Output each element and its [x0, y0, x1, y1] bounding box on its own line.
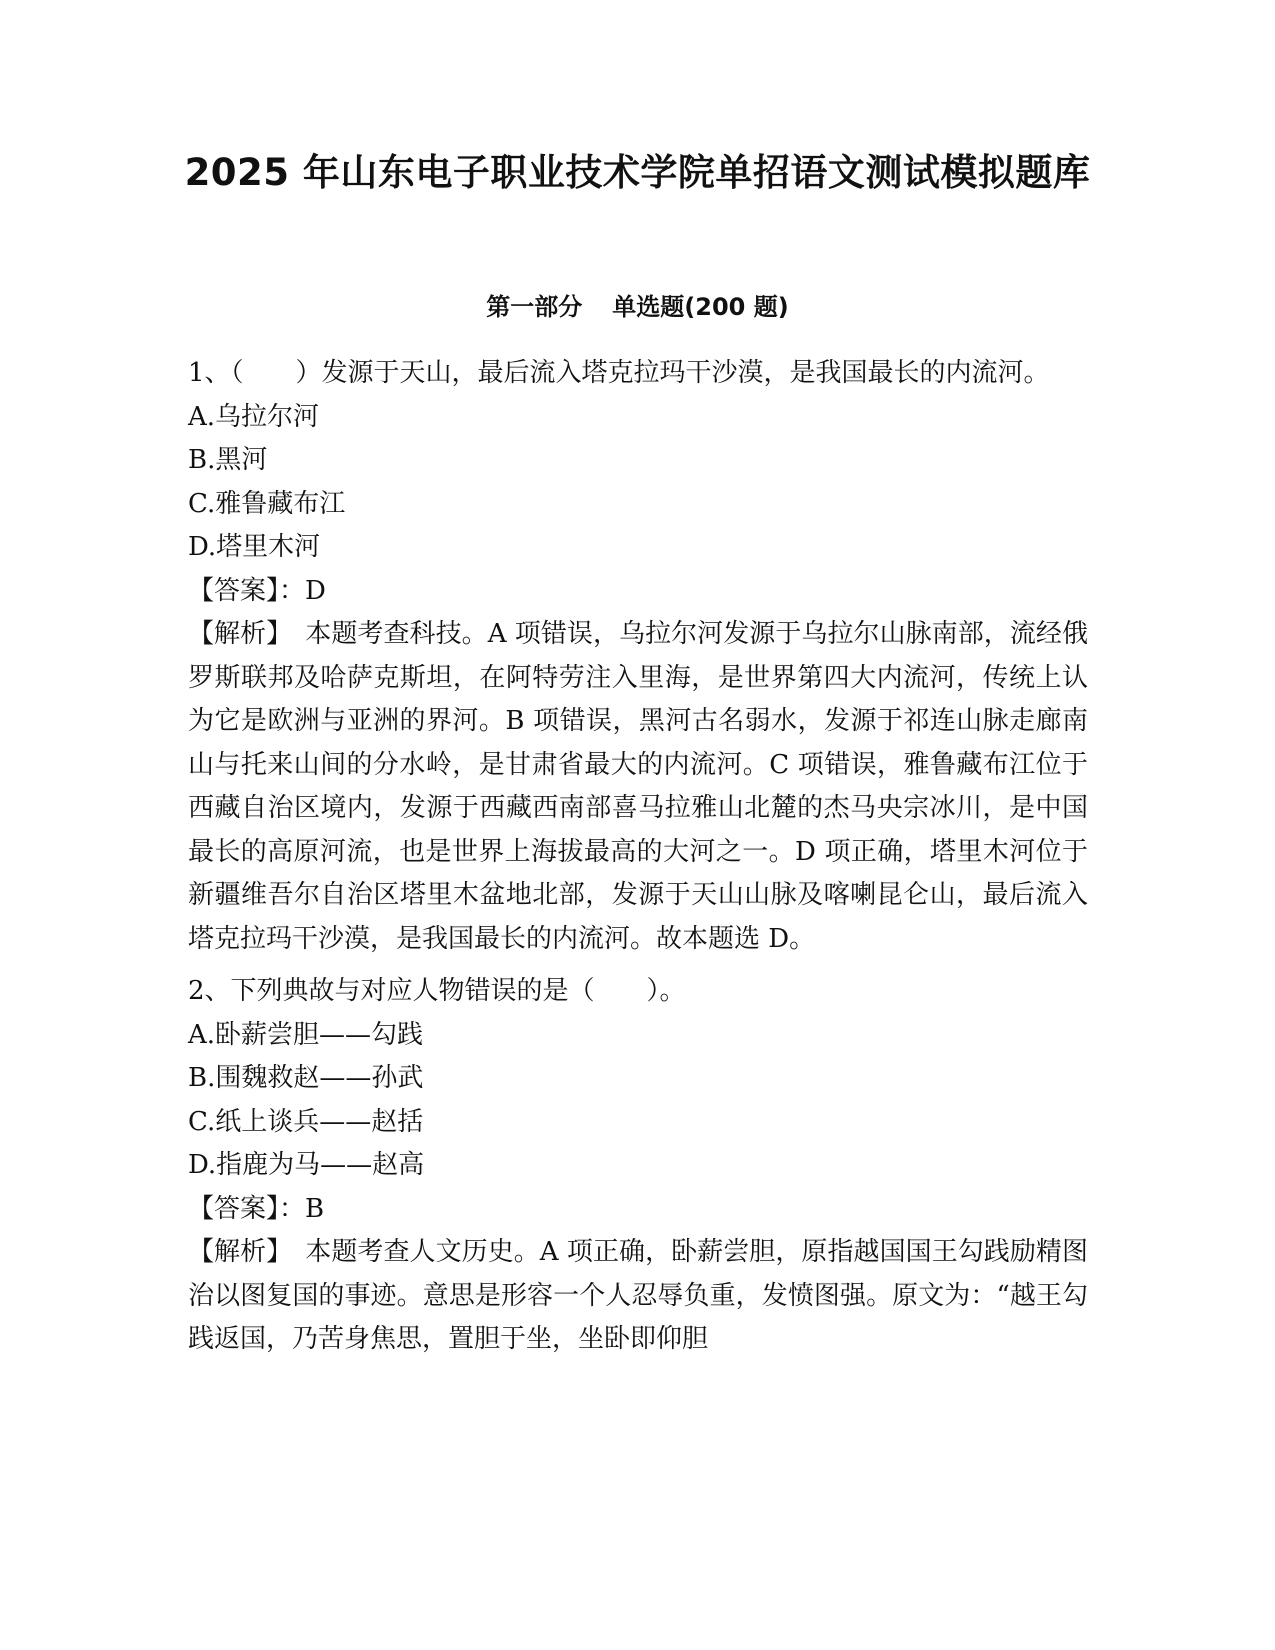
answer-label: 【答案】： — [188, 1193, 306, 1224]
question-1 — [188, 352, 1088, 961]
analysis-label: 【解析】 — [188, 1237, 280, 1267]
question-list — [188, 352, 1088, 1362]
option-b: B.围魏救赵——孙武 — [188, 1063, 424, 1093]
option-b: B.黑河 — [188, 445, 268, 475]
option-d: D.指鹿为马——赵高 — [188, 1150, 425, 1180]
question-2 — [188, 970, 1088, 1362]
section-part: 第一部分 — [486, 293, 583, 321]
answer-line — [188, 570, 1088, 614]
option-a: A.乌拉尔河 — [188, 401, 320, 432]
question-stem: 2、下列典故与对应人物错误的是（ ）。 — [188, 976, 686, 1006]
analysis-label: 【解析】 — [188, 619, 280, 649]
analysis-text: 本题考查人文历史。A 项正确，卧薪尝胆，原指越国国王勾践励精图治以图复国的事迹。意思是形容一个人忍辱负重，发愤图强。原文为：“越王勾践返国，乃苦身焦思，置胆于坐，坐卧即仰胆 — [188, 1237, 1088, 1354]
answer-value: D — [305, 575, 326, 606]
option-d: D.塔里木河 — [188, 532, 321, 562]
analysis-paragraph — [188, 613, 1088, 961]
document-title: 2025 年山东电子职业技术学院单招语文测试模拟题库 — [184, 151, 1091, 194]
answer-label: 【答案】： — [188, 575, 306, 606]
option-a: A.卧薪尝胆——勾践 — [188, 1019, 424, 1050]
analysis-paragraph — [188, 1231, 1088, 1362]
section-heading — [0, 290, 1275, 324]
section-name: 单选题(200 题) — [612, 293, 789, 321]
analysis-text: 本题考查科技。A 项错误，乌拉尔河发源于乌拉尔山脉南部，流经俄罗斯联邦及哈萨克斯坦，在阿特劳注入里海，是世界第四大内流河，传统上认为它是欧洲与亚洲的界河。B 项错误，黑河古名弱水，发源于祁连山脉走廊南山与托来山间的分水岭，是甘肃省最大的内流河。C 项错误，雅鲁藏布江位于西藏自治区境内，发源于西藏西南部喜马拉雅山北麓的杰马央宗冰川，是中国最长的高原河流，也是世界上海拔最高的大河之一。D 项正确，塔里木河位于新疆维吾尔自治区塔里木盆地北部，发源于天山山脉及喀喇昆仑山，最后流入塔克拉玛干沙漠，是我国最长的内流河。故本题选 D。 — [188, 619, 1088, 954]
answer-line — [188, 1188, 1088, 1232]
answer-value: B — [305, 1193, 325, 1224]
question-stem: 1、（ ）发源于天山，最后流入塔克拉玛干沙漠，是我国最长的内流河。 — [188, 358, 1050, 388]
option-c: C.纸上谈兵——赵括 — [188, 1106, 424, 1137]
option-c: C.雅鲁藏布江 — [188, 488, 346, 519]
